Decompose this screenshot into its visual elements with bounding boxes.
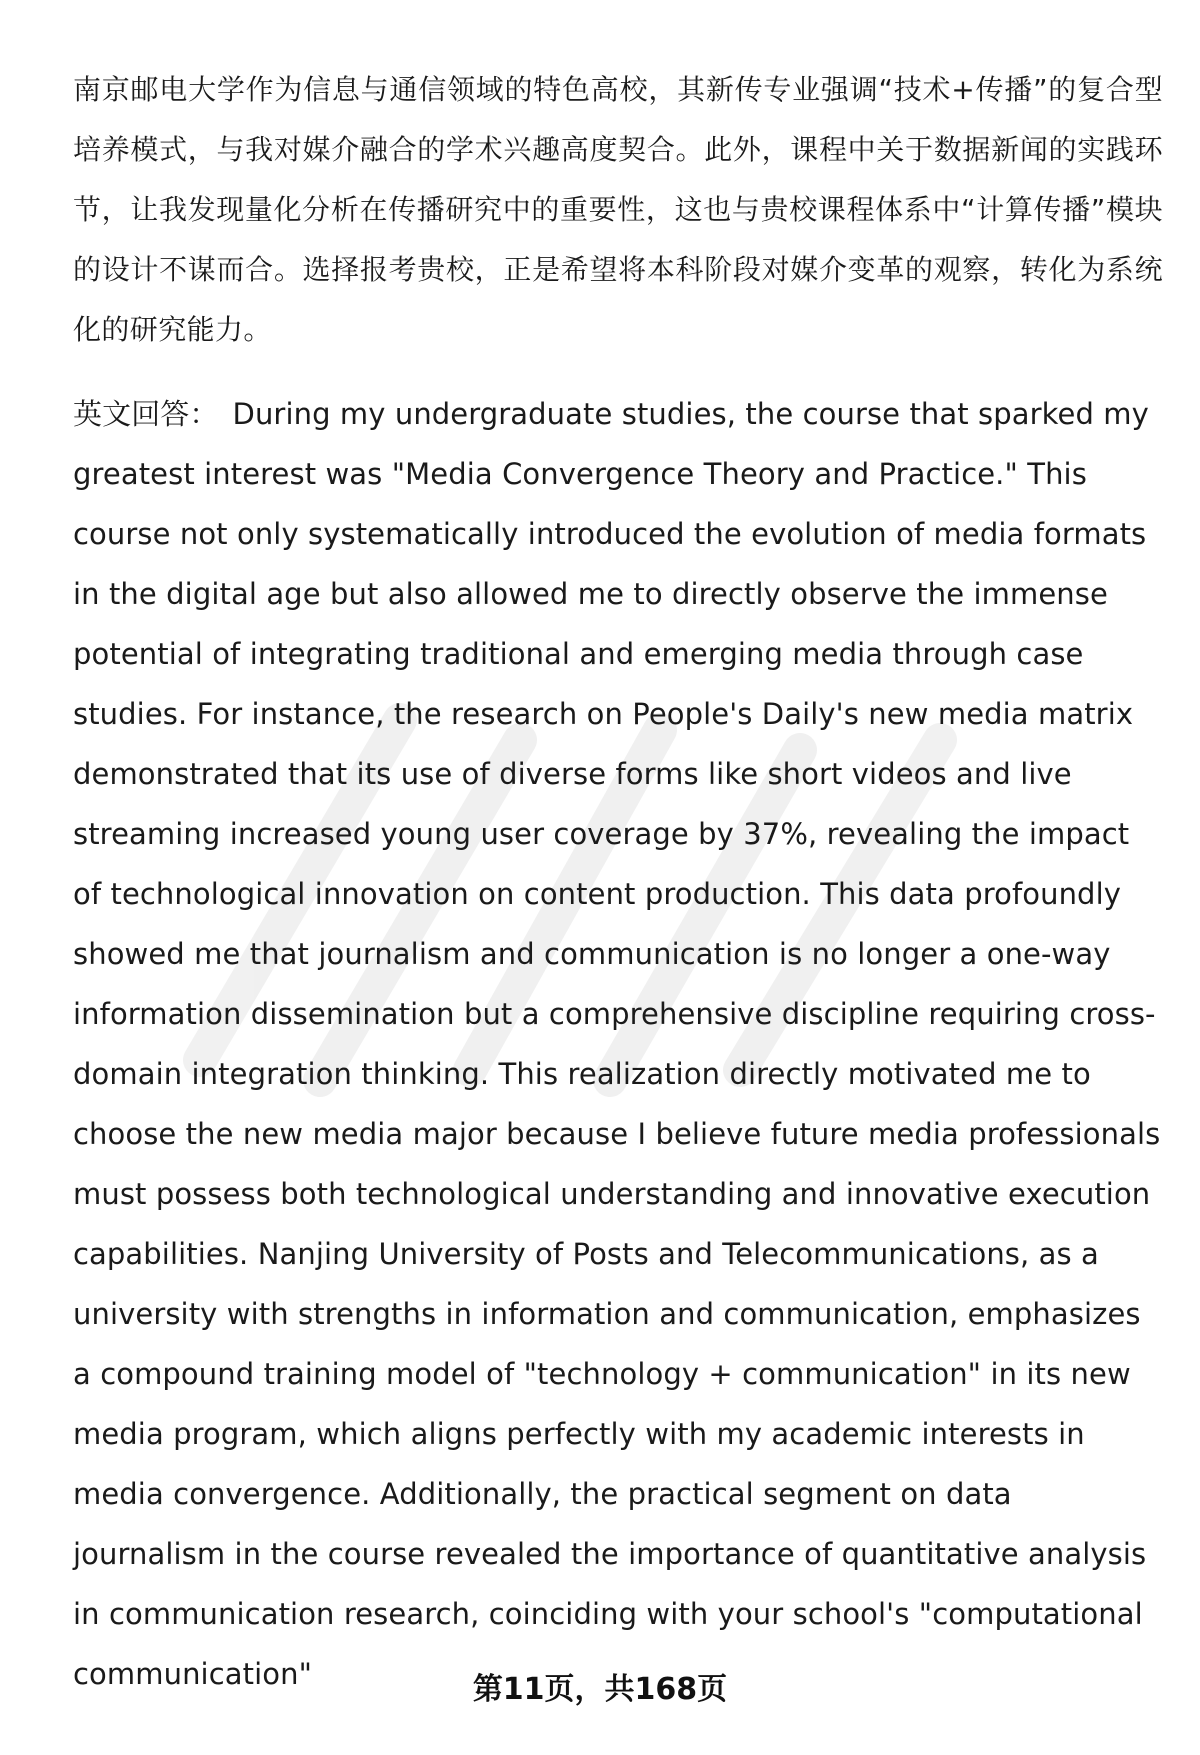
english-answer-paragraph (73, 384, 1163, 1704)
chinese-paragraph: 南京邮电大学作为信息与通信领域的特色高校，其新传专业强调“技术+传播”的复合型培养模式，与我对媒介融合的学术兴趣高度契合。此外，课程中关于数据新闻的实践环节，让我发现量化分析在传播研究中的重要性，这也与贵校课程体系中“计算传播”模块的设计不谋而合。选择报考贵校，正是希望将本科阶段对媒介变革的观察，转化为系统化的研究能力。 (73, 73, 1163, 346)
document-page (73, 60, 1163, 1704)
english-answer-text: During my undergraduate studies, the course that sparked my greatest interest was "Media Convergence Theory and Practice." This course not only systematically introduced the evolution of media formats in the digital age but also allowed me to directly observe the immense potential of integrating traditional and emerging media through case studies. For instance, the research on People's Daily's new media matrix demonstrated that its use of diverse forms like short videos and live streaming increased young user coverage by 37%, revealing the impact of technological innovation on content production. This data profoundly showed me that journalism and communication is no longer a one-way information dissemination but a comprehensive discipline requiring cross-domain integration thinking. This realization directly motivated me to choose the new media major because I believe future media professionals must possess both technological understanding and innovative execution capabilities. Nanjing University of Posts and Telecommunications, as a university with strengths in information and communication, emphasizes a compound training model of "technology + communication" in its new media program, which aligns perfectly with my academic interests in media convergence. Additionally, the practical segment on data journalism in the course revealed the importance of quantitative analysis in communication research, coinciding with your school's "computational communication" (73, 397, 1161, 1691)
english-answer-label: 英文回答： (73, 397, 219, 431)
page-number: 第11页，共168页 (472, 1672, 728, 1707)
